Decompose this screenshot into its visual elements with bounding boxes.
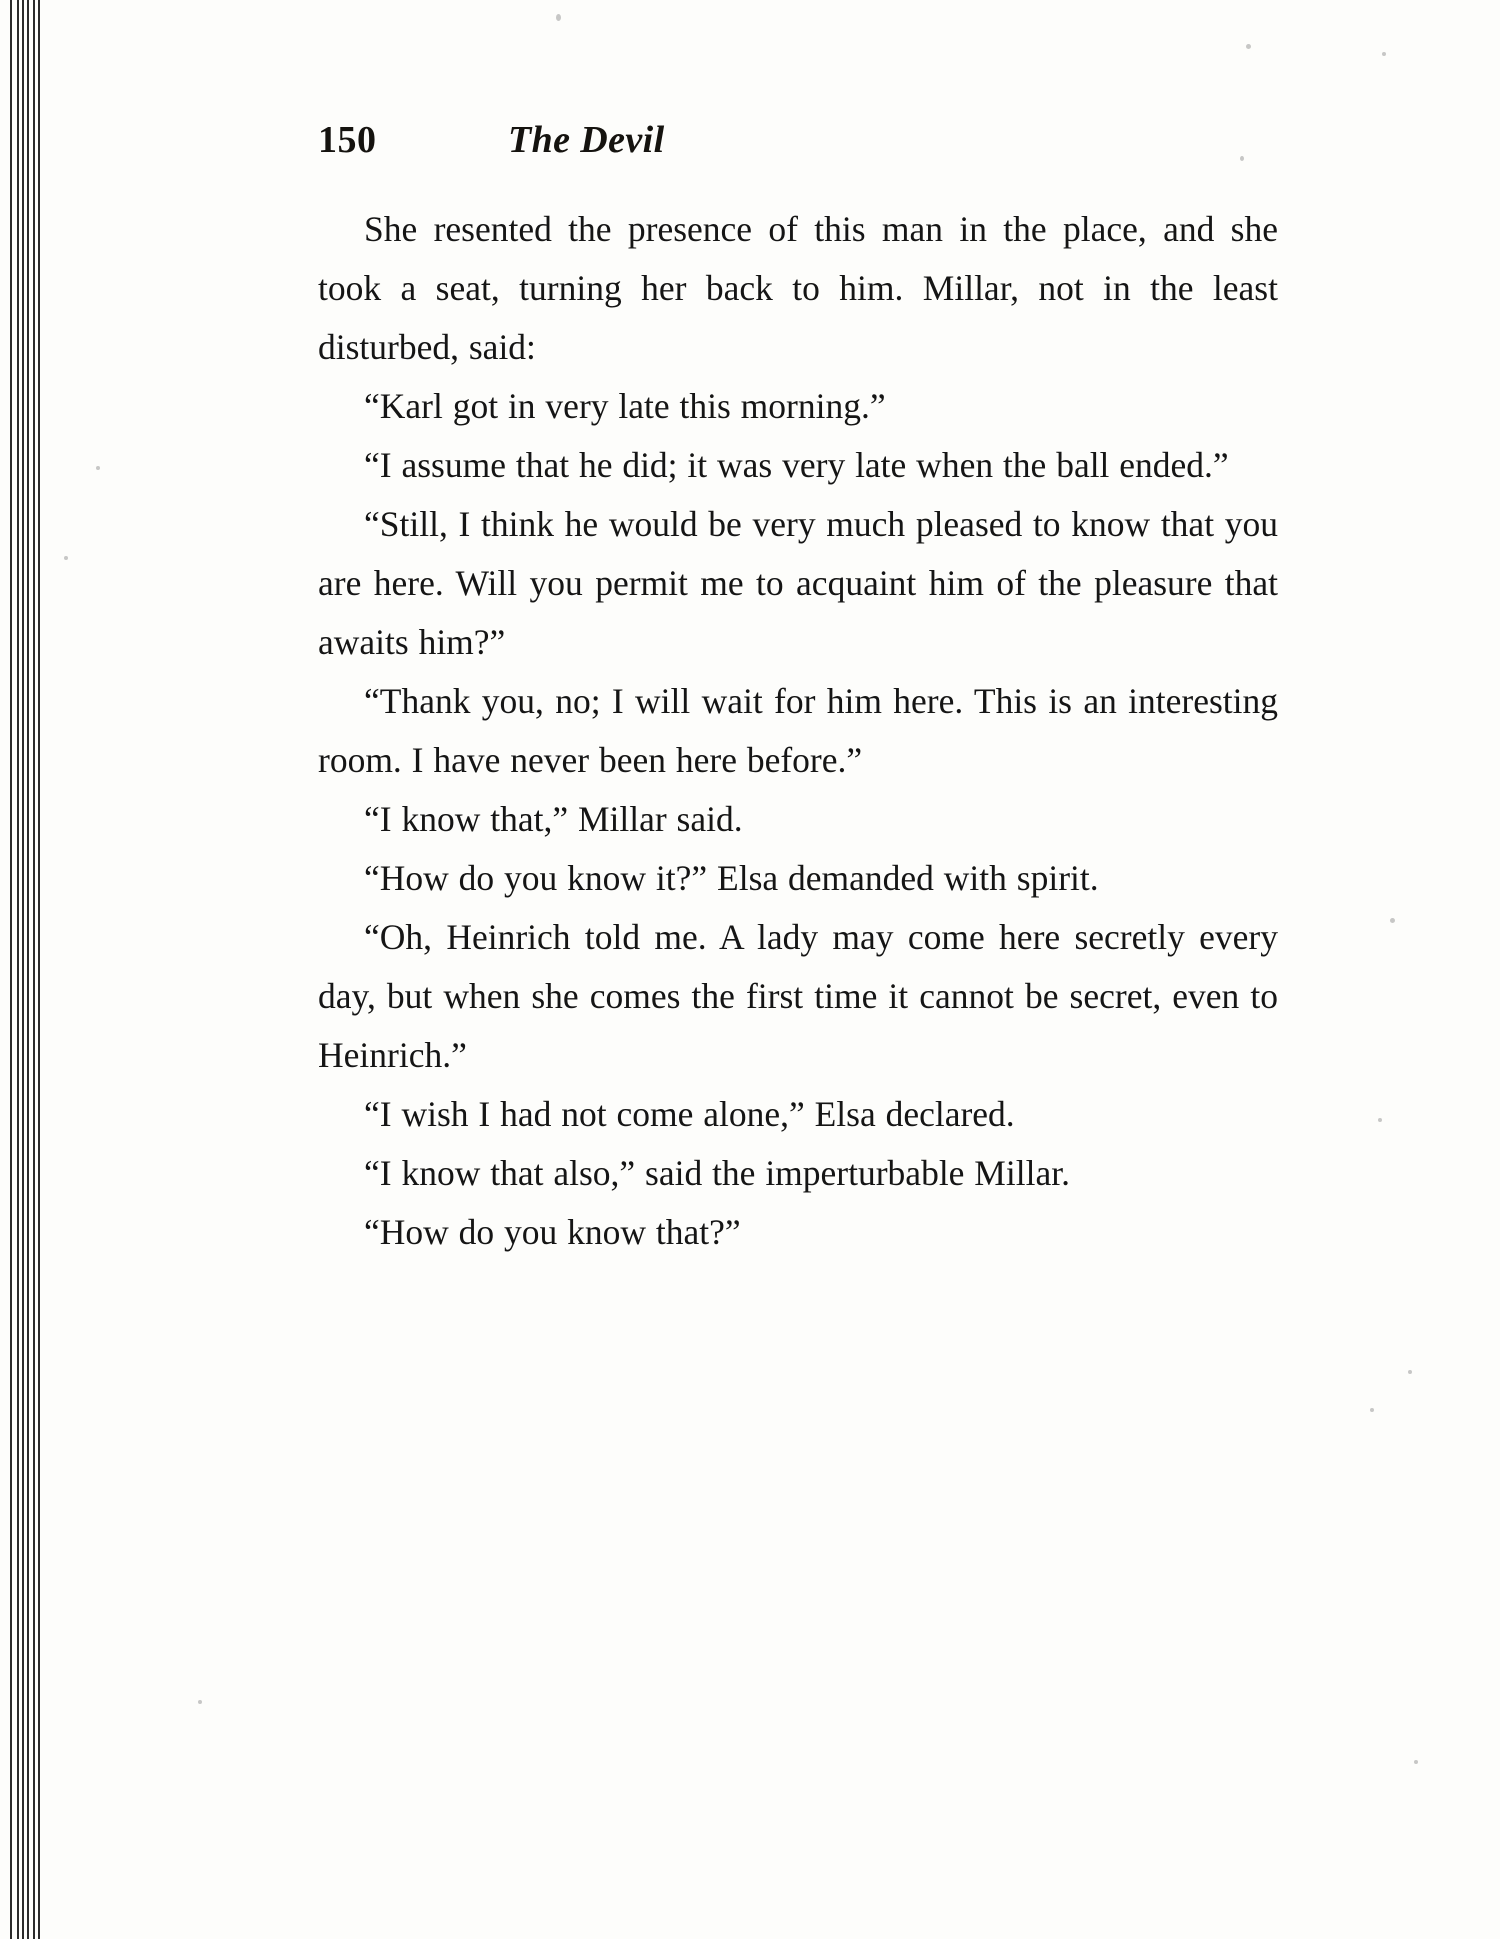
- paragraph: “I wish I had not come alone,” Elsa declared.: [364, 1094, 1015, 1134]
- body-text: [318, 200, 1278, 1262]
- scan-speck: [1382, 52, 1386, 56]
- gutter-line: [17, 0, 19, 1939]
- running-title: The Devil: [508, 119, 665, 161]
- paragraph: “Thank you, no; I will wait for him here. This is an interesting room. I have never been here before.”: [318, 681, 1278, 780]
- paragraph: “Oh, Heinrich told me. A lady may come here secretly every day, but when she comes the first time it cannot be secret, even to Heinrich.”: [318, 917, 1278, 1075]
- scan-speck: [1414, 1760, 1418, 1764]
- gutter-line: [33, 0, 35, 1939]
- gutter-line: [38, 0, 40, 1939]
- scan-speck: [1378, 1118, 1382, 1122]
- paragraph: She resented the presence of this man in the place, and she took a seat, turning her back to him. Millar, not in the least disturbed, said:: [318, 209, 1278, 367]
- scan-speck: [198, 1700, 202, 1704]
- scan-speck: [1390, 918, 1395, 923]
- paragraph: “I assume that he did; it was very late when the ball ended.”: [364, 445, 1229, 485]
- scan-speck: [556, 14, 561, 21]
- gutter-line: [10, 0, 12, 1939]
- paragraph: “I know that,” Millar said.: [364, 799, 743, 839]
- gutter-line: [22, 0, 24, 1939]
- paragraph: “How do you know it?” Elsa demanded with spirit.: [364, 858, 1099, 898]
- page-header: [318, 118, 1278, 182]
- scan-speck: [64, 556, 68, 560]
- paragraph: “Karl got in very late this morning.”: [364, 386, 886, 426]
- scan-speck: [96, 466, 100, 470]
- scan-speck: [1246, 44, 1251, 49]
- binding-gutter: [0, 0, 46, 1939]
- paragraph: “How do you know that?”: [364, 1212, 741, 1252]
- scan-speck: [1370, 1408, 1374, 1412]
- scan-speck: [1408, 1370, 1412, 1374]
- page-number: 150: [318, 119, 377, 161]
- page-content: [318, 118, 1278, 1262]
- paragraph: “Still, I think he would be very much pleased to know that you are here. Will you permit me to acquaint him of the pleasure that awaits him?”: [318, 504, 1278, 662]
- paragraph: “I know that also,” said the imperturbable Millar.: [364, 1153, 1070, 1193]
- gutter-line: [27, 0, 29, 1939]
